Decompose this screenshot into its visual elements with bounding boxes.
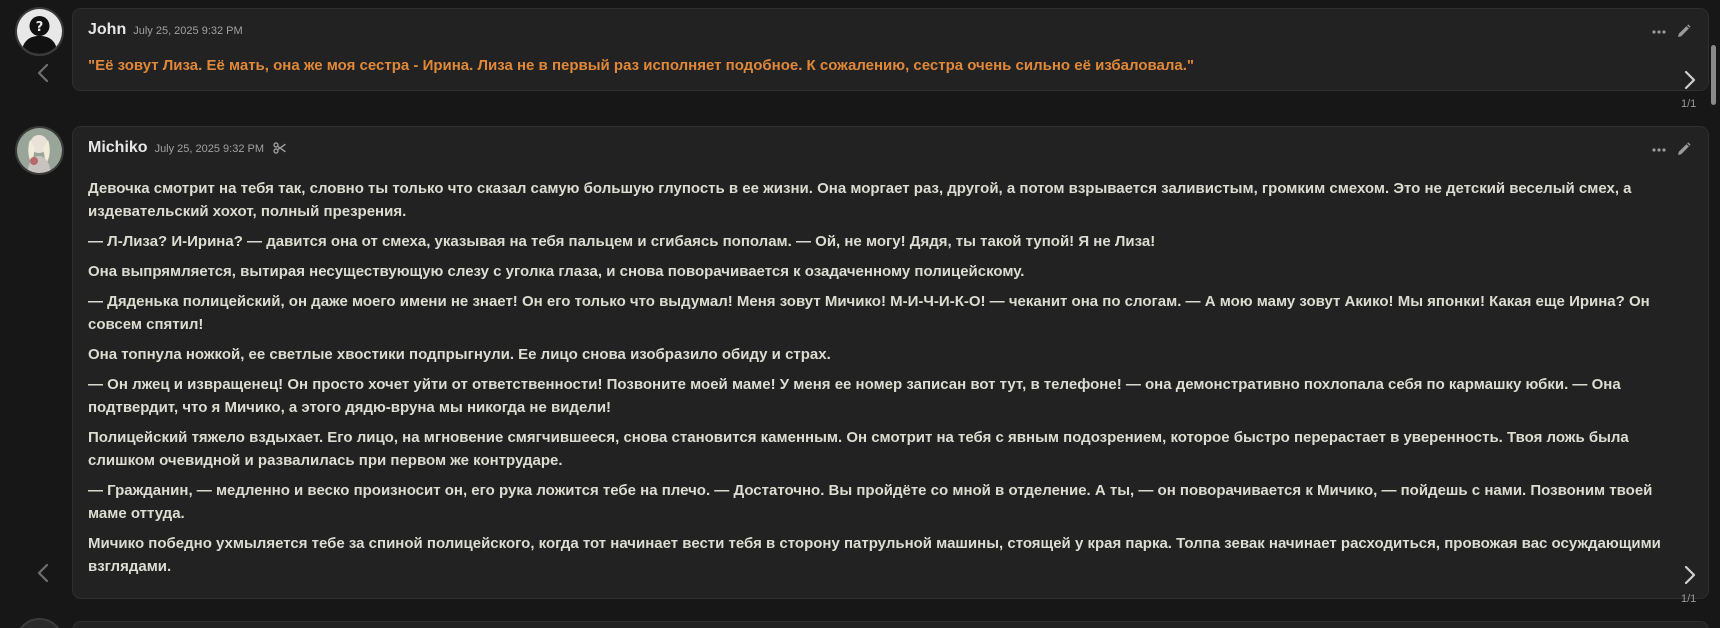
chevron-left-icon <box>37 64 49 86</box>
branch-icon[interactable] <box>273 142 287 154</box>
swipe-counter: 1/1 <box>1681 593 1697 605</box>
swipe-right-button[interactable] <box>1679 70 1701 94</box>
chat-message-user <box>72 8 1709 91</box>
swipe-left-button[interactable] <box>33 563 53 587</box>
chevron-right-icon <box>1684 566 1696 588</box>
pencil-icon[interactable] <box>1676 24 1691 39</box>
message-paragraph: Мичико победно ухмыляется тебе за спиной полицейского, когда тот начинает вести тебя в сторону патрульной машины, стоящей у края парка. Толпа зевак начинает расходиться, провожая вас осуждающими взглядами. <box>88 535 1661 575</box>
message-paragraph: Она топнула ножкой, ее светлые хвостики подпрыгнули. Ее лицо снова изобразило обиду и страх. <box>88 346 831 363</box>
character-avatar[interactable] <box>15 126 64 175</box>
swipe-counter: 1/1 <box>1681 98 1697 110</box>
message-paragraph: — Гражданин, — медленно и веско произносит он, его рука ложится тебе на плечо. — Достаточно. Вы пройдёте со мной в отделение. А ты, — он поворачивается к Мичико, — пойдешь с нами. Позвоним твоей маме оттуда. <box>88 482 1653 522</box>
svg-text:?: ? <box>35 20 44 35</box>
chat-scrollbar[interactable] <box>1711 45 1716 105</box>
message-paragraph: Полицейский тяжело вздыхает. Его лицо, на мгновение смягчившееся, снова становится каменным. Он смотрит на тебя с явным подозрением, которое быстро перерастает в уверенность. Твоя ложь была слишком очевидной и развалилась при первом же контрударе. <box>88 429 1629 469</box>
message-paragraph: Она выпрямляется, вытирая несуществующую слезу с уголка глаза, и снова поворачивается к озадаченному полицейскому. <box>88 263 1025 280</box>
message-paragraph: — Дяденька полицейский, он даже моего имени не знает! Он его только что выдумал! Меня зовут Мичико! М-И-Ч-И-К-О! — чеканит она по слогам. — А мою маму зовут Акико! Мы японки! Какая еще Ирина? Он совсем спятил! <box>88 293 1650 333</box>
chat-message-user <box>72 621 1709 628</box>
ellipsis-icon[interactable] <box>1652 148 1666 152</box>
chat-message-character <box>72 126 1709 599</box>
swipe-left-button[interactable] <box>33 63 53 87</box>
message-author: Michiko <box>88 139 148 156</box>
chevron-right-icon <box>1684 71 1696 93</box>
message-timestamp: July 25, 2025 9:32 PM <box>133 25 243 37</box>
ellipsis-icon[interactable] <box>1652 30 1666 34</box>
swipe-right-button[interactable] <box>1679 565 1701 589</box>
message-text: "Её зовут Лиза. Её мать, она же моя сестра - Ирина. Лиза не в первый раз исполняет подобное. К сожалению, сестра очень сильно её избаловала." <box>88 57 1195 74</box>
message-timestamp: July 25, 2025 9:32 PM <box>154 143 265 155</box>
user-avatar[interactable] <box>15 618 64 628</box>
message-paragraph: — Л-Лиза? И-Ирина? — давится она от смеха, указывая на тебя пальцем и сгибаясь пополам. — Ой, не могу! Дядя, ты такой тупой! Я не Лиза! <box>88 233 1156 250</box>
pencil-icon[interactable] <box>1676 142 1691 157</box>
message-text <box>88 177 1690 585</box>
chevron-left-icon <box>37 564 49 586</box>
message-author: John <box>88 21 127 38</box>
user-avatar[interactable] <box>15 7 64 56</box>
message-paragraph: Девочка смотрит на тебя так, словно ты только что сказал самую большую глупость в ее жизни. Она моргает раз, другой, а потом взрывается заливистым, громким смехом. Это не детский веселый смех, а издевательский хохот, полный презрения. <box>88 180 1632 220</box>
message-paragraph: — Он лжец и извращенец! Он просто хочет уйти от ответственности! Позвоните моей маме! У меня ее номер записан вот тут, в телефоне! — она демонстративно похлопала себя по кармашку юбки. — Она подтвердит, что я Мичико, а этого дядю-вруна мы никогда не видели! <box>88 376 1621 416</box>
